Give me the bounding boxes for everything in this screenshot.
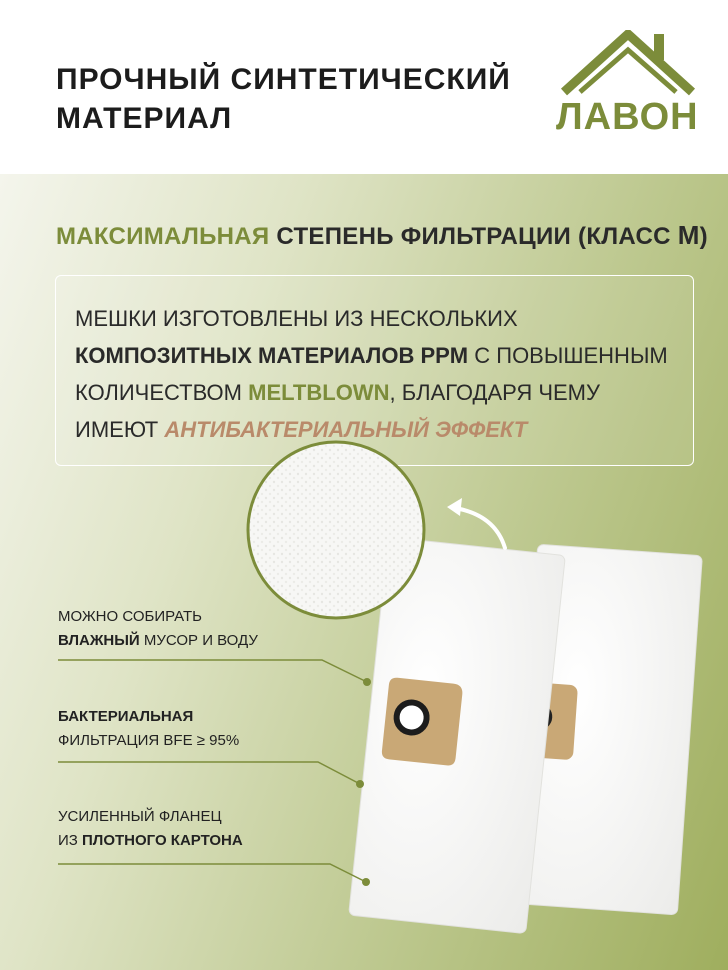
- info-composite: КОМПОЗИТНЫХ МАТЕРИАЛОВ PPM: [75, 343, 469, 368]
- curved-arrow-icon: [455, 508, 505, 548]
- subtitle-accent: МАКСИМАЛЬНАЯ: [56, 223, 270, 250]
- feature-bacterial-filtration: [58, 705, 239, 753]
- feature-wet-debris: [58, 605, 258, 653]
- title-line-1: ПРОЧНЫЙ СИНТЕТИЧЕСКИЙ: [56, 63, 511, 96]
- info-meltblown: MELTBLOWN: [248, 380, 390, 405]
- info-antibacterial: АНТИБАКТЕРИАЛЬНЫЙ ЭФФЕКТ: [164, 417, 528, 442]
- info-part-3: , БЛАГОДАРЯ ЧЕМУ ИМЕЮТ: [75, 380, 600, 442]
- info-part-1: МЕШКИ ИЗГОТОВЛЕНЫ ИЗ НЕСКОЛЬКИХ: [75, 306, 518, 331]
- fabric-zoom-circle: [248, 442, 424, 618]
- feature-3-line-2: [58, 829, 243, 853]
- info-part-2: С ПОВЫШЕННЫМ КОЛИЧЕСТВОМ: [75, 343, 668, 405]
- feature-1-line-1: МОЖНО СОБИРАТЬ: [58, 608, 202, 625]
- feature-1-rest: МУСОР И ВОДУ: [139, 632, 258, 649]
- feature-1-line-2: [58, 629, 258, 653]
- feature-3-line-1: УСИЛЕННЫЙ ФЛАНЕЦ: [58, 808, 222, 825]
- subtitle-rest: СТЕПЕНЬ ФИЛЬТРАЦИИ (КЛАСС: [269, 223, 678, 250]
- subtitle-close: ): [699, 223, 708, 250]
- feature-2-line-2: ФИЛЬТРАЦИЯ BFE ≥ 95%: [58, 732, 240, 749]
- feature-1-bold: ВЛАЖНЫЙ: [58, 632, 140, 649]
- filtration-class-heading: [56, 220, 708, 251]
- header: [0, 0, 728, 174]
- info-text: [75, 300, 685, 448]
- logo-text: ЛАВОН: [556, 96, 699, 138]
- front-bag-ring: [395, 701, 428, 734]
- title-line-2: МАТЕРИАЛ: [56, 102, 233, 135]
- subtitle-class: M: [677, 220, 700, 250]
- feature-3-bold: ПЛОТНОГО КАРТОНА: [82, 832, 243, 849]
- page-title: [56, 60, 511, 138]
- feature-cardboard-flange: [58, 805, 243, 853]
- feature-3-pre: ИЗ: [58, 832, 83, 849]
- feature-2-line-1: БАКТЕРИАЛЬНАЯ: [58, 708, 194, 725]
